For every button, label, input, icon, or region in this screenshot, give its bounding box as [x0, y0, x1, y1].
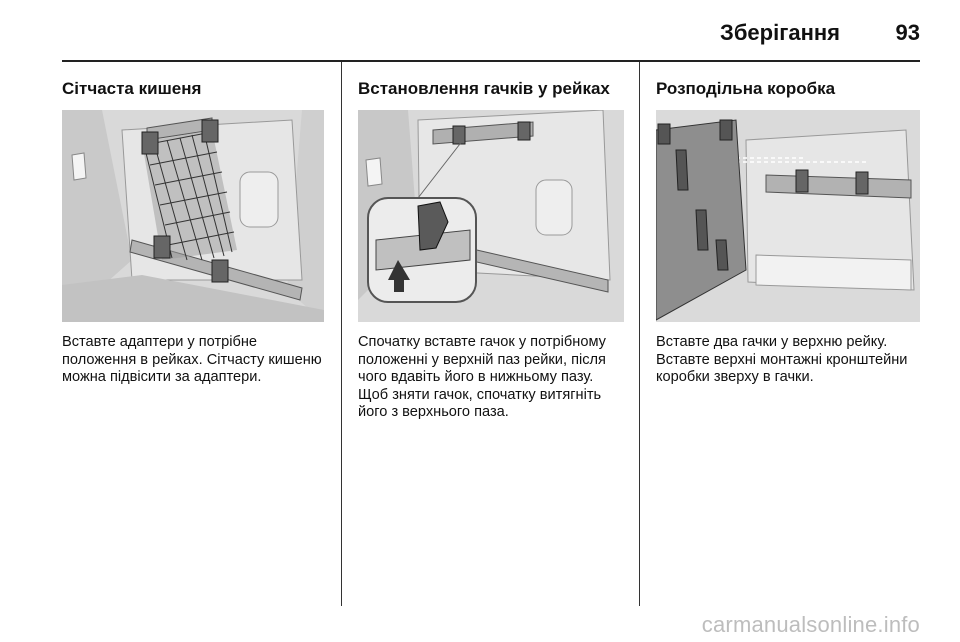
column-text: Спочатку вставте гачок у потрібному положенні у верхній паз рейки, після чого вдавіть його в нижньому пазу. Щоб зняти гачок, спочатку витягніть його з верхнього паза. — [358, 334, 606, 420]
net-pocket-drawing — [62, 110, 324, 322]
column-divider — [639, 62, 640, 606]
page-number: 93 — [895, 20, 920, 45]
illustration-hook-install — [358, 110, 624, 322]
footer-watermark: carmanualsonline.info — [701, 612, 920, 637]
page-header — [0, 0, 960, 60]
column-text: Вставте два гачки у верхню рейку. Вставте верхні монтажні кронштейни коробки зверху в гачки. — [656, 334, 908, 385]
illustration-net-pocket — [62, 110, 324, 322]
column-hook-install — [358, 62, 624, 606]
column-text: Вставте адаптери у потрібне положення в рейках. Сітчасту кишеню можна підвісити за адаптери. — [62, 334, 322, 385]
column-divider — [341, 62, 342, 606]
column-heading: Розподільна коробка — [656, 79, 836, 98]
column-partition-box — [656, 62, 920, 606]
column-net-pocket — [62, 62, 324, 606]
column-heading: Сітчаста кишеня — [62, 79, 202, 98]
partition-box-drawing — [656, 110, 920, 322]
column-heading: Встановлення гачків у рейках — [358, 79, 610, 98]
illustration-partition-box — [656, 110, 920, 322]
section-title: Зберігання — [720, 20, 840, 45]
hook-install-drawing — [358, 110, 624, 322]
